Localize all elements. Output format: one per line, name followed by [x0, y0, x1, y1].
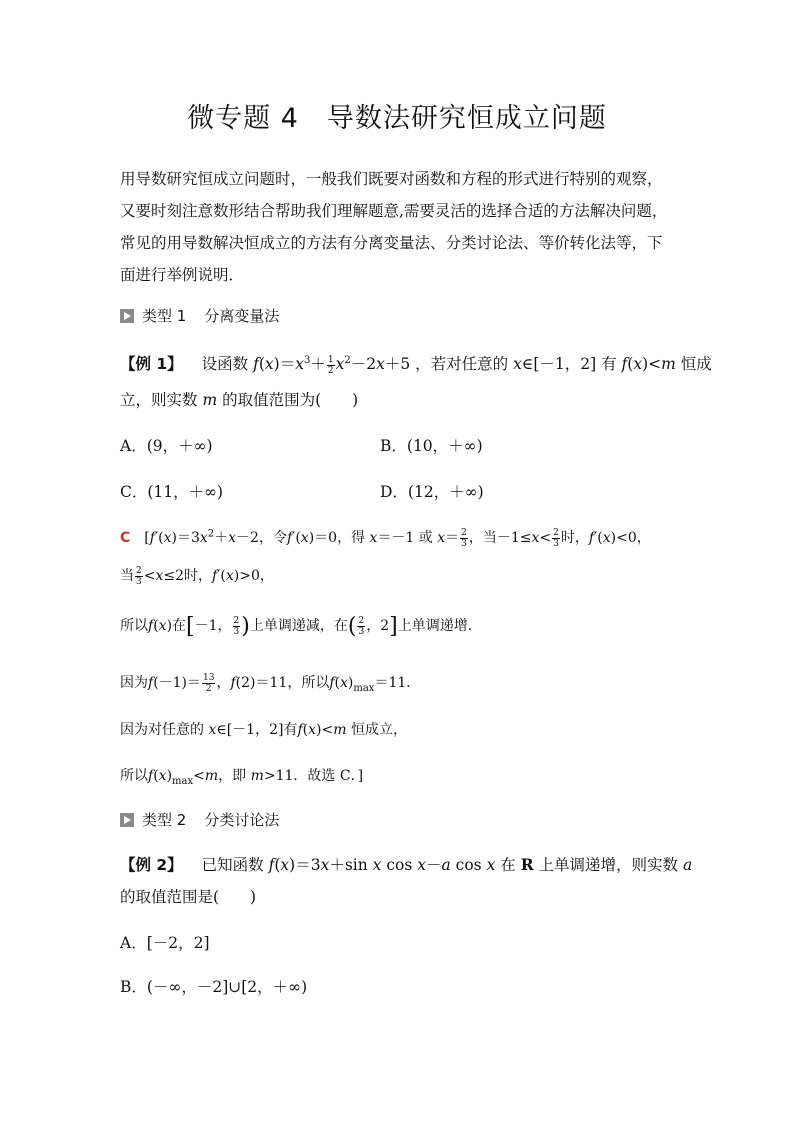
intro-line: 常见的用导数解决恒成立的方法有分离变量法、分类讨论法、等价转化法等，下	[120, 234, 663, 252]
text: ．故选 C．]	[293, 768, 364, 784]
text: ，	[216, 675, 231, 691]
text: 所以	[120, 768, 148, 784]
option-b: B．(－∞，－2]∪[2，＋∞)	[120, 978, 308, 996]
text: ，若对任意的	[415, 355, 509, 373]
math-function: $f(x)=x^3+$ $\frac{1}{2}$ $x^2-2x+5$	[253, 354, 411, 376]
text: ，得	[337, 530, 366, 546]
text: 所以	[120, 618, 148, 634]
intro-line: 面进行举例说明．	[120, 266, 245, 284]
example-label: 【例 2】	[120, 856, 183, 874]
text: ，即	[218, 768, 247, 784]
text: 因为对任意的	[120, 722, 204, 738]
text: 有	[601, 355, 617, 373]
math-interval: x∈[－1，2]	[513, 355, 597, 373]
section-header-1	[120, 305, 279, 326]
solution-line-6: 所以$f(x)_{max}<m$，即 m>11．故选 C．]	[120, 768, 364, 787]
math-var: m	[202, 391, 218, 409]
text: 立，则实数	[120, 391, 198, 409]
option-c: C．(11，＋∞)	[120, 483, 224, 501]
section-name: 分类讨论法	[204, 811, 280, 829]
solution-line-4: 因为f(－1)＝ $\frac{13}{2}$ ，f(2)＝11，所以$f(x)_{max}=11$．	[120, 672, 421, 694]
solution-line-2: 当 $\frac{2}{3}$ <x≤2时，f′(x)>0，	[120, 565, 274, 587]
example-2-line-1: 【例 2】 已知函数 f(x)＝3x＋sin x cos x－a cos x 在 R 上单调递增，则实数 a	[120, 855, 693, 874]
text: 上单调递增，则实数	[538, 856, 679, 874]
text: ，当	[468, 530, 497, 546]
text: 上单调递增．	[397, 618, 482, 634]
example-1-line-1	[120, 352, 712, 376]
text: 上单调递减，在	[249, 618, 348, 634]
solution-line-5: 因为对任意的 x∈[－1，2]有f(x)<m 恒成立，	[120, 722, 407, 738]
text: 的取值范围为( )	[222, 391, 359, 409]
text: 时，	[184, 568, 213, 584]
option-a: A．(9，＋∞)	[120, 437, 213, 455]
example-2-line-2: 的取值范围是( )	[120, 888, 257, 906]
text: 当	[120, 568, 134, 584]
title-prefix: 微专题 4	[187, 103, 299, 134]
text: 设函数	[201, 355, 249, 373]
math-function: f(x)＝3x＋sin x cos x－a cos x	[268, 856, 496, 874]
text: 已知函数	[201, 856, 264, 874]
text: 在	[172, 618, 187, 634]
math-inequality: f(x)<m	[621, 355, 676, 373]
solution-line-3: 所以f(x)在[－1， $\frac{2}{3}$ )上单调递减，在( $\frac{2}{3}$ ，2]上单调递增．	[120, 614, 482, 639]
text: 因为	[120, 675, 148, 691]
example-1-line-2	[120, 388, 358, 410]
text: 在	[500, 856, 516, 874]
section-type: 类型 2	[142, 811, 187, 829]
text: [	[144, 530, 150, 546]
intro-line: 又要时刻注意数形结合帮助我们理解题意,需要灵活的选择合适的方法解决问题，	[120, 202, 668, 220]
text: ，令	[258, 530, 287, 546]
text: 有	[283, 722, 298, 738]
text: 恒成立，	[350, 722, 407, 738]
page-title	[0, 96, 794, 135]
text: 时，	[560, 530, 589, 546]
option-d: D．(12，＋∞)	[380, 483, 484, 501]
text: 或	[418, 530, 433, 546]
section-header-2	[120, 809, 279, 830]
play-triangle-icon	[120, 813, 134, 827]
example-label: 【例 1】	[120, 355, 183, 373]
play-triangle-icon	[120, 309, 134, 323]
text: ，所以	[287, 675, 330, 691]
section-name: 分离变量法	[204, 307, 280, 325]
intro-paragraph	[120, 163, 680, 291]
answer-letter: C	[120, 530, 131, 546]
section-type: 类型 1	[142, 307, 187, 325]
solution-line-1: C [$f'(x)=3x^2+x-2$，令f′(x)＝0，得 x＝－1 或 x＝ $\frac{2}{3}$ ，当－1≤x< $\frac{2}{3}$ 时，f′(x)<0，	[120, 527, 651, 549]
option-a: A．[－2，2]	[120, 934, 210, 952]
intro-line: 用导数研究恒成立问题时，一般我们既要对函数和方程的形式进行特别的观察，	[120, 170, 663, 188]
text: 恒成	[680, 355, 712, 373]
option-b: B．(10，＋∞)	[380, 437, 483, 455]
title-main: 导数法研究恒成立问题	[326, 103, 607, 134]
